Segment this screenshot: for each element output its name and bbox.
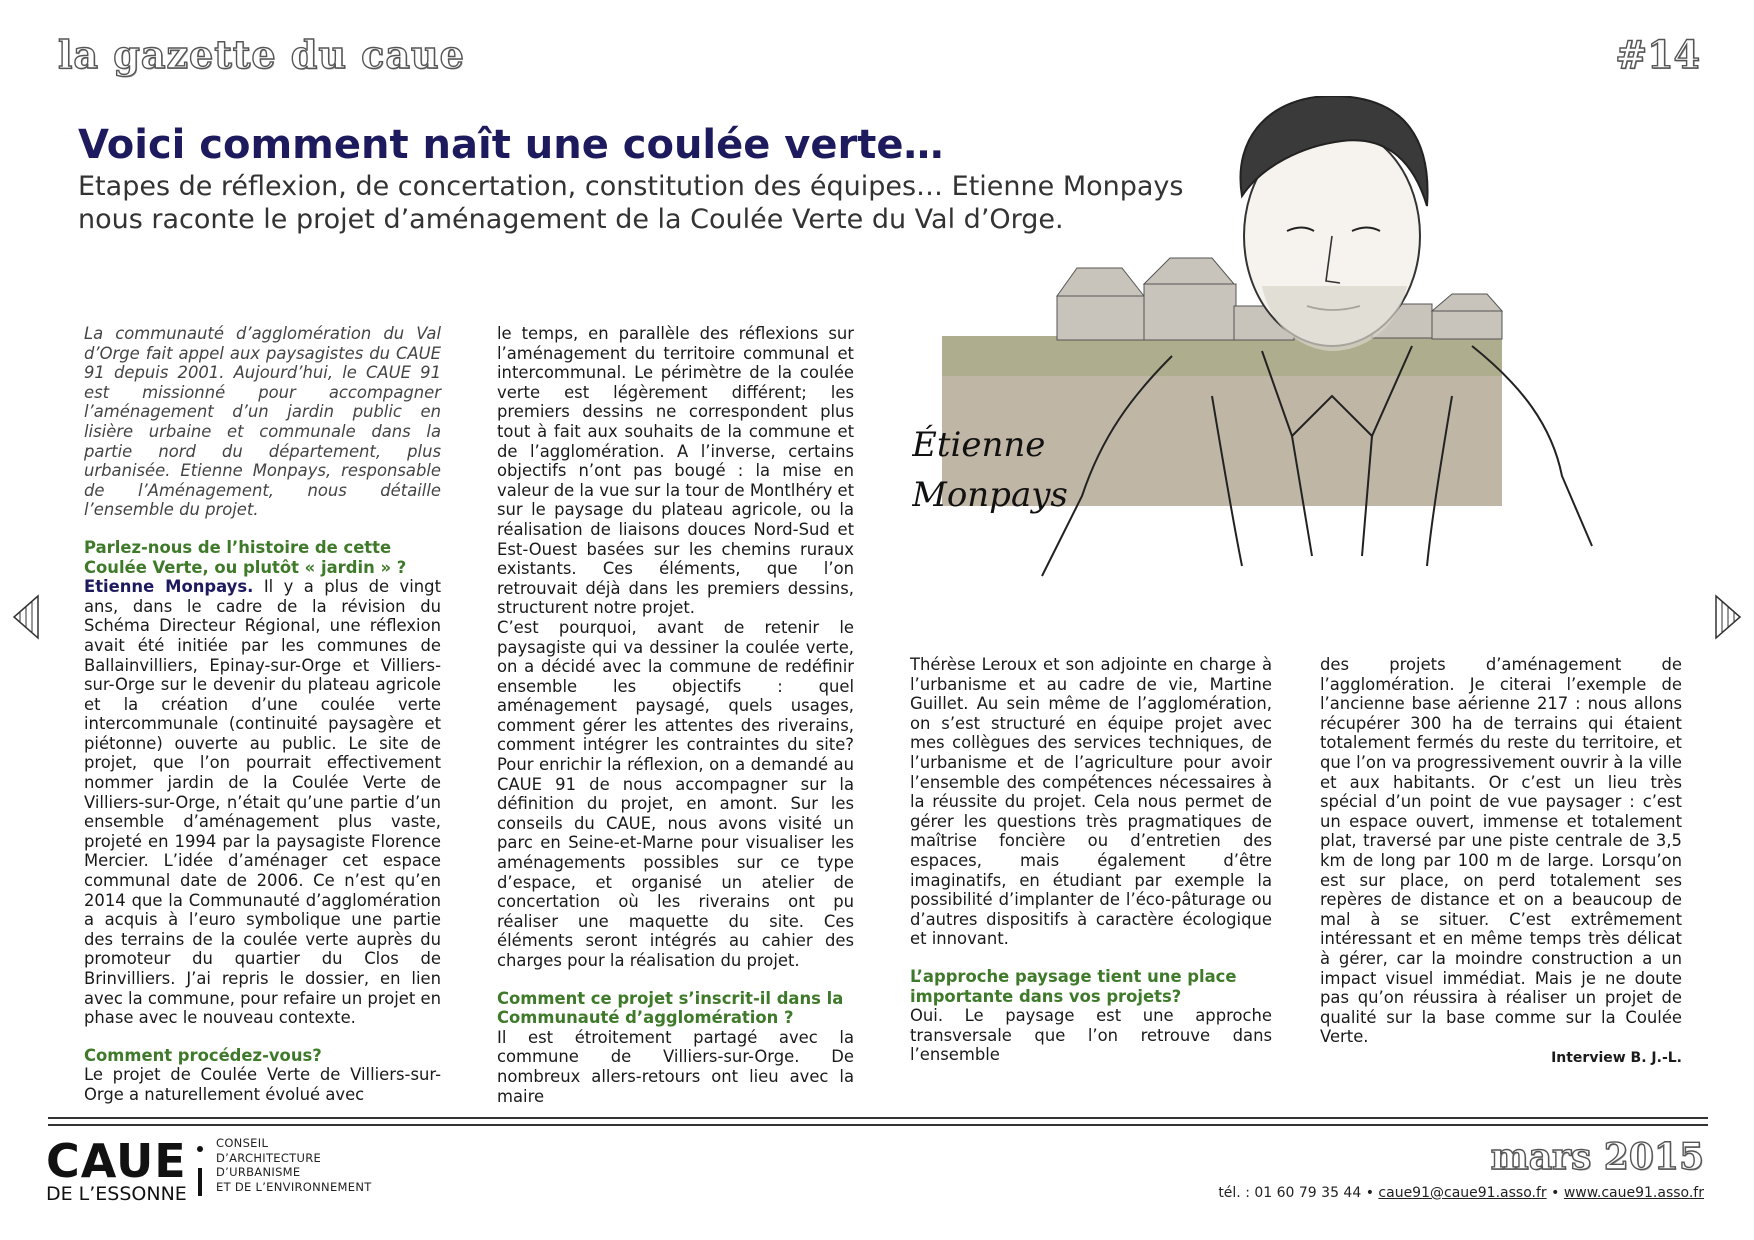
question-3: Comment ce projet s’inscrit-il dans la Communauté d’agglomération ?	[497, 988, 844, 1028]
answer-3-start: Il est étroitement partagé avec la commune de Villiers-sur-Orge. De nombreux allers-retours ont lieu avec la maire	[497, 1027, 854, 1106]
portrait-caption-line2: Monpays	[912, 475, 1068, 515]
footer-rule-top	[48, 1117, 1708, 1119]
article-headline: Voici comment naît une coulée verte…	[78, 122, 944, 168]
portrait-illustration	[912, 96, 1712, 636]
answer-2-start: Le projet de Coulée Verte de Villiers-sur-Orge a naturellement évolué avec	[84, 1065, 441, 1104]
question-2: Comment procédez-vous?	[84, 1045, 322, 1065]
portrait-caption-line1: Étienne	[912, 425, 1046, 465]
article-intro: La communauté d’agglomération du Val d’Orge fait appel aux paysagistes du CAUE 91 depuis 2001. Aujourd’hui, le CAUE 91 est missionné pour accompagner l’aménagement d’un jardin public en lisière urbaine et communale dans la partie nord du département, plus urbanisée. Etienne Monpays, responsable de l’Aménagement, nous détaille l’ensemble du projet.	[84, 324, 441, 520]
footer-date: mars 2015	[1490, 1136, 1704, 1178]
caue-description	[216, 1136, 372, 1194]
answer-2-continued: le temps, en parallèle des réflexions sur l’aménagement du territoire communal et intercommunal. Le périmètre de la coulée verte est légèrement différent; les premiers dessins ne correspondent plus tout à fait aux souhaits de la commune et de l’agglomération. A l’inverse, certains objectifs n’ont pas bougé : la mise en valeur de la vue sur la tour de Montlhéry et sur le paysage du plateau agricole, ou la réalisation de liaisons douces Nord-Sud et Est-Ouest basées sur les chemins ruraux existants. Ces éléments, que l’on retrouvait déjà dans les premiers dessins, structurent notre projet.	[497, 324, 854, 618]
article-subhead: Etapes de réflexion, de concertation, constitution des équipes… Etienne Monpays nous raconte le projet d’aménagement de la Coulée Verte du Val d’Orge.	[78, 171, 1184, 235]
answer-4-start: Oui. Le paysage est une approche transversale que l’on retrouve dans l’ensemble	[910, 1006, 1272, 1065]
triangle-left-icon[interactable]	[12, 594, 40, 640]
caue-logo: CAUE	[46, 1134, 187, 1188]
footer-contact	[1218, 1185, 1704, 1201]
question-4: L’approche paysage tient une place importante dans vos projets?	[910, 966, 1237, 1006]
interview-signature: Interview B. J.-L.	[1551, 1049, 1682, 1066]
caue-desc-line: D’URBANISME	[216, 1165, 301, 1179]
contact-phone: tél. : 01 60 79 35 44	[1218, 1185, 1362, 1201]
speaker-name: Etienne Monpays.	[84, 577, 254, 597]
article-column-4	[1320, 655, 1682, 1068]
contact-web-link[interactable]: www.caue91.asso.fr	[1563, 1185, 1704, 1201]
article-column-3	[910, 655, 1272, 1065]
caue-logo-subtitle: DE L’ESSONNE	[46, 1183, 187, 1205]
answer-1	[84, 577, 441, 1028]
answer-2-paragraph-2: C’est pourquoi, avant de retenir le paysagiste qui va dessiner la coulée verte, on a décidé avec la commune de redéfinir ensemble les objectifs : quel aménagement paysagé, quels usages, comment gérer les attentes des riverains, comment intégrer les contraintes du site? Pour enrichir la réflexion, on a demandé au CAUE 91 de nous accompagner sur la définition du projet, en amont. Sur les conseils du CAUE, nous avons visité un parc en Seine-et-Marne pour visualiser les aménagements possibles sur ce type d’espace, et organisé un atelier de concertation où les riverains ont pu réaliser une maquette du site. Ces éléments seront intégrés au cahier des charges pour la réalisation du projet.	[497, 617, 854, 970]
article-column-2	[497, 324, 854, 1106]
answer-1-text: Il y a plus de vingt ans, dans le cadre de la révision du Schéma Directeur Régional, une réflexion avait été initiée par les communes de Ballainvilliers, Epinay-sur-Orge et Villiers-sur-Orge sur le devenir du plateau agricole et la création d’une coulée verte intercommunale (continuité paysagère et piétonne) ouverte au public. Le site de projet, que l’on pourrait effectivement nommer jardin de la Coulée Verte de Villiers-sur-Orge, n’était qu’une partie d’un ensemble d’aménagement plus vaste, projeté en 1994 par la paysagiste Florence Mercier. L’idée d’aménager cet espace communal date de 2006. Ce n’est qu’en 2014 que la Communauté d’agglomération a acquis à l’euro symbolique une partie des terrains de la coulée verte auprès du promoteur du quartier du Clos de Brinvilliers. J’ai repris le dossier, en lien avec la commune, pour refaire un projet en phase avec le nouveau contexte.	[84, 577, 442, 1028]
contact-separator: •	[1365, 1185, 1374, 1201]
question-1: Parlez-nous de l’histoire de cette Coulée Verte, ou plutôt « jardin » ?	[84, 537, 407, 577]
caue-logo-dot	[197, 1146, 203, 1152]
answer-3-continued: Thérèse Leroux et son adjointe en charge à l’urbanisme et au cadre de vie, Martine Guillet. Au sein même de l’agglomération, on s’est structuré en équipe projet avec mes collègues des services techniques, de l’urbanisme et de l’agriculture pour avoir l’ensemble des compétences nécessaires à la réussite du projet. Cela nous permet de gérer les questions très pragmatiques de maîtrise foncière ou d’entretien des espaces, mais également d’être imaginatifs, en étudiant par exemple la possibilité d’implanter de l’éco-pâturage ou d’autres dispositifs à caractère écologique et innovant.	[910, 655, 1272, 949]
contact-email-link[interactable]: caue91@caue91.asso.fr	[1378, 1185, 1547, 1201]
footer-rule-bottom	[48, 1124, 1708, 1126]
issue-number: #14	[1615, 32, 1700, 77]
article-column-1	[84, 324, 441, 1105]
caue-desc-line: ET DE L’ENVIRONNEMENT	[216, 1179, 372, 1194]
answer-4-continued: des projets d’aménagement de l’agglomération. Je citerai l’exemple de l’ancienne base aérienne 217 : nous allons récupérer 300 ha de terrains qui étaient totalement fermés du reste du territoire, et que l’on va progressivement ouvrir à la ville et aux habitants. Or c’est un lieu très spécial d’un point de vue paysager : c’est un espace ouvert, immense et totalement plat, traversé par une piste centrale de 3,5 km de long par 100 m de large. Lorsqu’on est sur place, on perd totalement ses repères de distance et on a beaucoup de mal à se situer. C’est extrêmement intéressant et en même temps très délicat à gérer, car la moindre construction a un impact visuel immédiat. Mais je ne doute pas qu’on réussira à réaliser un projet de qualité sur la base comme sur la Coulée Verte.	[1320, 655, 1682, 1047]
gazette-title: la gazette du caue	[58, 32, 465, 77]
caue-logo-bar	[198, 1168, 202, 1196]
caue-desc-line: CONSEIL	[216, 1136, 269, 1150]
caue-desc-line: D’ARCHITECTURE	[216, 1150, 322, 1165]
contact-separator: •	[1551, 1185, 1560, 1201]
triangle-right-icon[interactable]	[1714, 594, 1742, 640]
